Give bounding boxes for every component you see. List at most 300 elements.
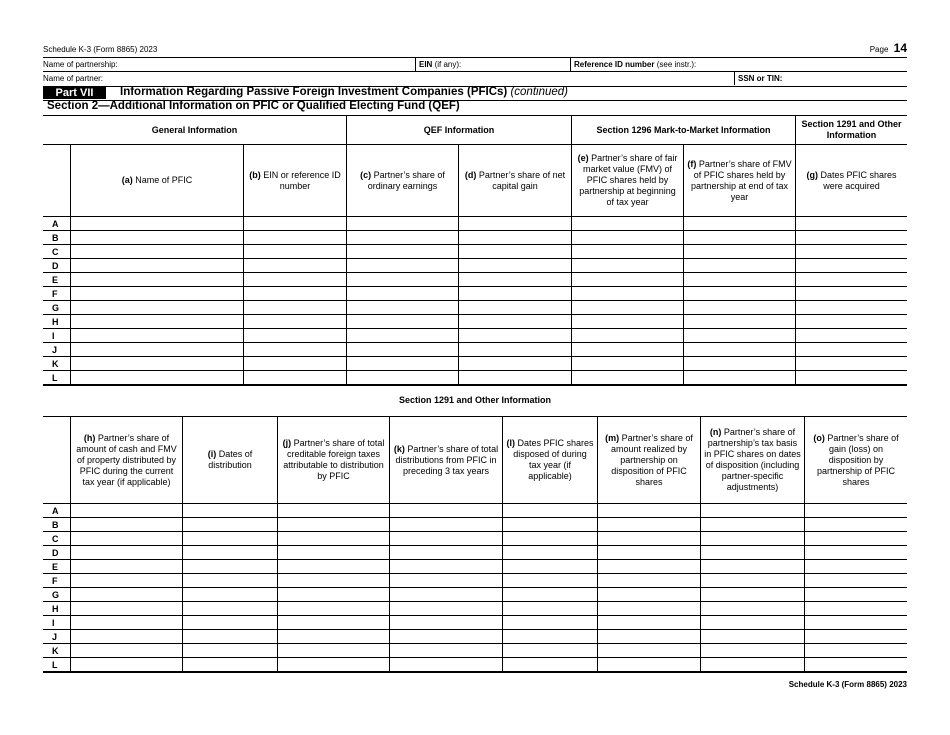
pfic-general-cell[interactable] — [795, 357, 907, 371]
row-label: H — [43, 315, 70, 329]
col-l-letter: (l) — [506, 438, 515, 448]
pfic-1291-cell[interactable] — [277, 616, 389, 630]
pfic-1291-cell[interactable] — [389, 630, 502, 644]
pfic-1291-cell[interactable] — [502, 616, 597, 630]
col-header-b — [243, 145, 346, 216]
pfic-1291-cell[interactable] — [597, 588, 700, 602]
pfic-general-cell[interactable] — [795, 259, 907, 273]
pfic-1291-cell[interactable] — [597, 658, 700, 673]
footer-form-title: Schedule K-3 (Form 8865) 2023 — [788, 680, 907, 689]
part-title: Information Regarding Passive Foreign Investment Companies (PFICs) — [120, 86, 508, 98]
col-f-letter: (f) — [687, 158, 697, 169]
row-label-header — [43, 417, 70, 503]
table-row — [43, 630, 907, 644]
row-label: B — [43, 518, 70, 532]
col-header-g — [795, 145, 907, 216]
pfic-1291-cell[interactable] — [502, 644, 597, 658]
page-number: 14 — [893, 41, 907, 55]
pfic-general-cell[interactable] — [683, 301, 795, 315]
ein-hint: (if any): — [434, 60, 462, 69]
pfic-1291-cell[interactable] — [277, 560, 389, 574]
part-badge: Part VII — [43, 87, 106, 99]
page-indicator — [870, 41, 907, 55]
pfic-1291-cell[interactable] — [182, 658, 277, 673]
col-n-text: Partner’s share of partnership’s tax basis in PFIC shares on dates of disposition (including partner-specific adjustments) — [704, 427, 801, 492]
pfic-1291-cell[interactable] — [597, 630, 700, 644]
table-row — [43, 616, 907, 630]
col-n-letter: (n) — [709, 427, 722, 437]
pfic-general-cell[interactable] — [795, 273, 907, 287]
pfic-1291-cell[interactable] — [804, 504, 907, 518]
row-label: L — [43, 658, 70, 673]
pfic-1291-cell[interactable] — [70, 602, 182, 616]
pfic-general-cell[interactable] — [683, 343, 795, 357]
table-row — [43, 287, 907, 301]
table-row — [43, 371, 907, 386]
partnership-name-field[interactable] — [106, 58, 414, 71]
col-b-letter: (b) — [249, 169, 261, 180]
row-label: I — [43, 616, 70, 630]
pfic-general-cell[interactable] — [243, 245, 346, 259]
pfic-general-cell[interactable] — [571, 315, 683, 329]
pfic-1291-cell[interactable] — [502, 588, 597, 602]
pfic-table-general — [43, 216, 907, 386]
pfic-general-cell[interactable] — [571, 343, 683, 357]
pfic-general-cell[interactable] — [243, 371, 346, 386]
section2-title: Section 2—Additional Information on PFIC or Qualified Electing Fund (QEF) — [47, 100, 460, 112]
col-b-text: EIN or reference ID number — [263, 169, 341, 191]
pfic-1291-cell[interactable] — [502, 560, 597, 574]
pfic-1291-cell[interactable] — [700, 588, 804, 602]
pfic-general-cell[interactable] — [243, 343, 346, 357]
pfic-general-cell[interactable] — [346, 329, 458, 343]
pfic-1291-cell[interactable] — [502, 574, 597, 588]
col-o-letter: (o) — [813, 432, 825, 443]
pfic-general-cell[interactable] — [70, 329, 243, 343]
col-h-text: Partner’s share of amount of cash and FMV of property distributed by PFIC during the current tax year (if applicable) — [76, 432, 177, 487]
pfic-general-cell[interactable] — [683, 245, 795, 259]
col-e-text: Partner’s share of fair market value (FMV) of PFIC shares held by partnership at beginning of tax year — [579, 153, 678, 207]
pfic-general-cell[interactable] — [243, 273, 346, 287]
pfic-general-cell[interactable] — [683, 371, 795, 386]
pfic-general-cell[interactable] — [683, 315, 795, 329]
pfic-general-cell[interactable] — [70, 343, 243, 357]
table-row — [43, 504, 907, 518]
col-a-letter: (a) — [121, 175, 133, 185]
ein-field[interactable] — [465, 58, 568, 71]
pfic-1291-cell[interactable] — [182, 546, 277, 560]
row-label: C — [43, 245, 70, 259]
col-header-f — [683, 145, 795, 216]
table2-title: Section 1291 and Other Information — [398, 395, 552, 405]
pfic-1291-cell[interactable] — [502, 532, 597, 546]
col-o-text: Partner’s share of gain (loss) on disposition by partnership of PFIC shares — [816, 432, 899, 487]
pfic-1291-cell[interactable] — [277, 504, 389, 518]
ein-field-label — [419, 60, 461, 69]
col-f-text: Partner’s share of FMV of PFIC shares held by partnership at end of tax year — [690, 158, 792, 202]
pfic-general-cell[interactable] — [346, 259, 458, 273]
pfic-1291-cell[interactable] — [700, 518, 804, 532]
pfic-general-cell[interactable] — [70, 217, 243, 231]
pfic-1291-cell[interactable] — [182, 532, 277, 546]
row-label: K — [43, 644, 70, 658]
row-label: J — [43, 343, 70, 357]
table-row — [43, 532, 907, 546]
pfic-general-cell[interactable] — [571, 329, 683, 343]
pfic-general-cell[interactable] — [70, 357, 243, 371]
ssn-field[interactable] — [785, 72, 906, 85]
ssn-label: SSN or TIN: — [738, 74, 783, 83]
pfic-general-cell[interactable] — [243, 259, 346, 273]
pfic-general-cell[interactable] — [243, 231, 346, 245]
pfic-1291-cell[interactable] — [804, 602, 907, 616]
col-header-d — [458, 145, 571, 216]
pfic-1291-cell[interactable] — [277, 630, 389, 644]
pfic-1291-cell[interactable] — [389, 532, 502, 546]
pfic-1291-cell[interactable] — [700, 574, 804, 588]
pfic-general-cell[interactable] — [683, 273, 795, 287]
group-1296-info: Section 1296 Mark-to-Market Information — [571, 116, 795, 144]
pfic-1291-cell[interactable] — [597, 504, 700, 518]
row-label: F — [43, 574, 70, 588]
pfic-1291-cell[interactable] — [182, 644, 277, 658]
pfic-1291-cell[interactable] — [804, 560, 907, 574]
pfic-general-cell[interactable] — [795, 343, 907, 357]
pfic-1291-cell[interactable] — [502, 518, 597, 532]
partner-name-field[interactable] — [110, 72, 732, 85]
row-label: A — [43, 217, 70, 231]
col-header-n — [700, 417, 804, 503]
pfic-1291-cell[interactable] — [700, 560, 804, 574]
pfic-1291-cell[interactable] — [700, 616, 804, 630]
pfic-general-cell[interactable] — [458, 273, 571, 287]
pfic-1291-cell[interactable] — [277, 588, 389, 602]
pfic-general-cell[interactable] — [70, 231, 243, 245]
pfic-general-cell[interactable] — [346, 357, 458, 371]
pfic-1291-cell[interactable] — [502, 546, 597, 560]
pfic-1291-cell[interactable] — [182, 574, 277, 588]
ref-id-field-label — [574, 60, 696, 69]
row-label: D — [43, 259, 70, 273]
pfic-1291-cell[interactable] — [70, 560, 182, 574]
pfic-general-cell[interactable] — [458, 217, 571, 231]
page-label: Page — [869, 45, 889, 54]
table-row — [43, 602, 907, 616]
col-j-letter: (j) — [282, 438, 292, 448]
pfic-1291-cell[interactable] — [70, 518, 182, 532]
table-row — [43, 644, 907, 658]
pfic-general-cell[interactable] — [458, 287, 571, 301]
table-row — [43, 546, 907, 560]
table-row — [43, 658, 907, 673]
pfic-1291-cell[interactable] — [70, 504, 182, 518]
pfic-1291-cell[interactable] — [804, 644, 907, 658]
pfic-1291-cell[interactable] — [700, 658, 804, 673]
pfic-1291-cell[interactable] — [389, 602, 502, 616]
pfic-general-cell[interactable] — [571, 371, 683, 386]
pfic-general-cell[interactable] — [243, 301, 346, 315]
pfic-1291-cell[interactable] — [597, 546, 700, 560]
pfic-general-cell[interactable] — [683, 217, 795, 231]
col-m-letter: (m) — [605, 432, 620, 443]
col-header-c — [346, 145, 458, 216]
divider — [570, 57, 571, 71]
pfic-general-cell[interactable] — [683, 231, 795, 245]
table-row — [43, 245, 907, 259]
pfic-1291-cell[interactable] — [70, 658, 182, 673]
form-title: Schedule K-3 (Form 8865) 2023 — [43, 45, 158, 54]
pfic-1291-cell[interactable] — [277, 546, 389, 560]
row-label: I — [43, 329, 70, 343]
group-general-info: General Information — [151, 124, 238, 135]
table-row — [43, 588, 907, 602]
pfic-general-cell[interactable] — [346, 245, 458, 259]
pfic-1291-cell[interactable] — [700, 602, 804, 616]
pfic-general-cell[interactable] — [571, 357, 683, 371]
ref-id-field[interactable] — [700, 58, 906, 71]
row-label: J — [43, 630, 70, 644]
pfic-1291-cell[interactable] — [804, 532, 907, 546]
ein-label: EIN — [419, 60, 433, 69]
pfic-1291-cell[interactable] — [502, 630, 597, 644]
pfic-general-cell[interactable] — [458, 329, 571, 343]
ref-id-hint: (see instr.): — [656, 60, 697, 69]
col-i-letter: (i) — [207, 449, 217, 459]
col-header-k — [389, 417, 502, 503]
pfic-1291-cell[interactable] — [182, 588, 277, 602]
pfic-1291-cell[interactable] — [182, 504, 277, 518]
pfic-1291-cell[interactable] — [597, 574, 700, 588]
pfic-general-cell[interactable] — [795, 329, 907, 343]
table-row — [43, 329, 907, 343]
row-label-header — [43, 145, 70, 216]
pfic-1291-cell[interactable] — [277, 644, 389, 658]
col-g-letter: (g) — [806, 169, 818, 180]
partnership-name-label: Name of partnership: — [43, 60, 118, 69]
table-row — [43, 315, 907, 329]
pfic-general-cell[interactable] — [795, 301, 907, 315]
pfic-1291-cell[interactable] — [502, 602, 597, 616]
pfic-general-cell[interactable] — [458, 357, 571, 371]
col-m-text: Partner’s share of amount realized by partnership on disposition of PFIC shares — [610, 432, 693, 487]
pfic-1291-cell[interactable] — [804, 616, 907, 630]
pfic-general-cell[interactable] — [346, 231, 458, 245]
pfic-1291-cell[interactable] — [700, 504, 804, 518]
pfic-1291-cell[interactable] — [597, 616, 700, 630]
pfic-1291-cell[interactable] — [804, 630, 907, 644]
pfic-general-cell[interactable] — [346, 315, 458, 329]
table-row — [43, 343, 907, 357]
pfic-1291-cell[interactable] — [70, 616, 182, 630]
pfic-general-cell[interactable] — [70, 371, 243, 386]
pfic-general-cell[interactable] — [243, 357, 346, 371]
col-d-text: Partner’s share of net capital gain — [478, 169, 566, 191]
pfic-1291-cell[interactable] — [700, 546, 804, 560]
pfic-general-cell[interactable] — [458, 301, 571, 315]
pfic-general-cell[interactable] — [346, 301, 458, 315]
group-qef-info: QEF Information — [346, 116, 571, 144]
col-d-letter: (d) — [464, 169, 477, 180]
pfic-general-cell[interactable] — [683, 357, 795, 371]
col-header-j — [277, 417, 389, 503]
pfic-general-cell[interactable] — [346, 217, 458, 231]
table-row — [43, 273, 907, 287]
pfic-general-cell[interactable] — [571, 231, 683, 245]
pfic-general-cell[interactable] — [571, 217, 683, 231]
table-row — [43, 231, 907, 245]
pfic-general-cell[interactable] — [458, 343, 571, 357]
pfic-1291-cell[interactable] — [182, 518, 277, 532]
pfic-1291-cell[interactable] — [389, 616, 502, 630]
pfic-1291-cell[interactable] — [70, 588, 182, 602]
pfic-1291-cell[interactable] — [389, 574, 502, 588]
row-label: F — [43, 287, 70, 301]
row-label: H — [43, 602, 70, 616]
pfic-general-cell[interactable] — [70, 245, 243, 259]
pfic-general-cell[interactable] — [683, 287, 795, 301]
pfic-1291-cell[interactable] — [804, 658, 907, 673]
row-label: E — [43, 560, 70, 574]
pfic-1291-cell[interactable] — [597, 560, 700, 574]
pfic-general-cell[interactable] — [243, 287, 346, 301]
pfic-general-cell[interactable] — [795, 231, 907, 245]
pfic-1291-cell[interactable] — [804, 518, 907, 532]
partner-name-label: Name of partner: — [43, 74, 104, 83]
pfic-1291-cell[interactable] — [700, 630, 804, 644]
pfic-general-cell[interactable] — [795, 315, 907, 329]
pfic-1291-cell[interactable] — [182, 602, 277, 616]
pfic-general-cell[interactable] — [795, 245, 907, 259]
pfic-1291-cell[interactable] — [277, 658, 389, 673]
pfic-1291-cell[interactable] — [277, 518, 389, 532]
pfic-general-cell[interactable] — [795, 217, 907, 231]
part-continued: (continued) — [510, 86, 568, 98]
row-label: E — [43, 273, 70, 287]
pfic-general-cell[interactable] — [70, 315, 243, 329]
row-label: K — [43, 357, 70, 371]
pfic-1291-cell[interactable] — [70, 574, 182, 588]
pfic-general-cell[interactable] — [458, 245, 571, 259]
row-label: B — [43, 231, 70, 245]
col-e-letter: (e) — [577, 153, 589, 163]
pfic-1291-cell[interactable] — [70, 546, 182, 560]
pfic-general-cell[interactable] — [683, 259, 795, 273]
col-header-l — [502, 417, 597, 503]
pfic-general-cell[interactable] — [571, 273, 683, 287]
col-c-text: Partner’s share of ordinary earnings — [367, 169, 445, 191]
col-header-h — [70, 417, 182, 503]
divider — [734, 71, 735, 85]
pfic-1291-cell[interactable] — [277, 574, 389, 588]
pfic-general-cell[interactable] — [571, 245, 683, 259]
pfic-general-cell[interactable] — [243, 329, 346, 343]
pfic-general-cell[interactable] — [70, 287, 243, 301]
pfic-general-cell[interactable] — [571, 287, 683, 301]
pfic-general-cell[interactable] — [243, 217, 346, 231]
pfic-general-cell[interactable] — [795, 287, 907, 301]
row-label: C — [43, 532, 70, 546]
pfic-1291-cell[interactable] — [389, 546, 502, 560]
col-header-a — [70, 145, 243, 216]
pfic-1291-cell[interactable] — [502, 658, 597, 673]
pfic-general-cell[interactable] — [795, 371, 907, 386]
pfic-general-cell[interactable] — [346, 343, 458, 357]
pfic-1291-cell[interactable] — [597, 532, 700, 546]
pfic-general-cell[interactable] — [683, 329, 795, 343]
pfic-general-cell[interactable] — [571, 301, 683, 315]
pfic-1291-cell[interactable] — [182, 630, 277, 644]
pfic-general-cell[interactable] — [243, 315, 346, 329]
col-header-m — [597, 417, 700, 503]
pfic-1291-cell[interactable] — [182, 616, 277, 630]
pfic-1291-cell[interactable] — [804, 574, 907, 588]
pfic-1291-cell[interactable] — [804, 546, 907, 560]
row-label: G — [43, 301, 70, 315]
pfic-1291-cell[interactable] — [277, 602, 389, 616]
pfic-1291-cell[interactable] — [182, 560, 277, 574]
pfic-general-cell[interactable] — [458, 259, 571, 273]
pfic-1291-cell[interactable] — [70, 630, 182, 644]
col-header-i — [182, 417, 277, 503]
pfic-general-cell[interactable] — [70, 273, 243, 287]
pfic-general-cell[interactable] — [458, 371, 571, 386]
pfic-1291-cell[interactable] — [597, 644, 700, 658]
pfic-1291-cell[interactable] — [804, 588, 907, 602]
pfic-general-cell[interactable] — [70, 259, 243, 273]
col-h-letter: (h) — [83, 432, 96, 443]
col-k-letter: (k) — [393, 443, 405, 454]
pfic-general-cell[interactable] — [346, 273, 458, 287]
table-row — [43, 301, 907, 315]
pfic-general-cell[interactable] — [346, 287, 458, 301]
col-header-e — [571, 145, 683, 216]
table-row — [43, 574, 907, 588]
table-row — [43, 518, 907, 532]
pfic-1291-cell[interactable] — [389, 644, 502, 658]
pfic-1291-cell[interactable] — [389, 518, 502, 532]
table-row — [43, 259, 907, 273]
pfic-1291-cell[interactable] — [700, 532, 804, 546]
pfic-general-cell[interactable] — [346, 371, 458, 386]
col-a-text: Name of PFIC — [135, 175, 193, 185]
table-row — [43, 357, 907, 371]
col-l-text: Dates PFIC shares disposed of during tax year (if applicable) — [513, 438, 594, 481]
col-g-text: Dates PFIC shares were acquired — [820, 169, 897, 191]
pfic-1291-cell[interactable] — [597, 602, 700, 616]
pfic-1291-cell[interactable] — [389, 560, 502, 574]
row-label: A — [43, 504, 70, 518]
table-row — [43, 217, 907, 231]
col-k-text: Partner’s share of total distributions from PFIC in preceding 3 tax years — [395, 443, 499, 476]
pfic-1291-cell[interactable] — [277, 532, 389, 546]
pfic-1291-cell[interactable] — [389, 504, 502, 518]
pfic-1291-cell[interactable] — [389, 658, 502, 673]
pfic-1291-cell[interactable] — [70, 644, 182, 658]
pfic-general-cell[interactable] — [571, 259, 683, 273]
group-1291-info: Section 1291 and Other Information — [795, 116, 907, 144]
pfic-1291-cell[interactable] — [597, 518, 700, 532]
row-label: D — [43, 546, 70, 560]
ref-id-label: Reference ID number — [574, 60, 655, 69]
pfic-1291-cell[interactable] — [70, 532, 182, 546]
pfic-1291-cell[interactable] — [700, 644, 804, 658]
pfic-1291-cell[interactable] — [502, 504, 597, 518]
pfic-1291-cell[interactable] — [389, 588, 502, 602]
part-heading — [120, 86, 568, 98]
pfic-general-cell[interactable] — [458, 231, 571, 245]
pfic-general-cell[interactable] — [458, 315, 571, 329]
pfic-general-cell[interactable] — [70, 301, 243, 315]
